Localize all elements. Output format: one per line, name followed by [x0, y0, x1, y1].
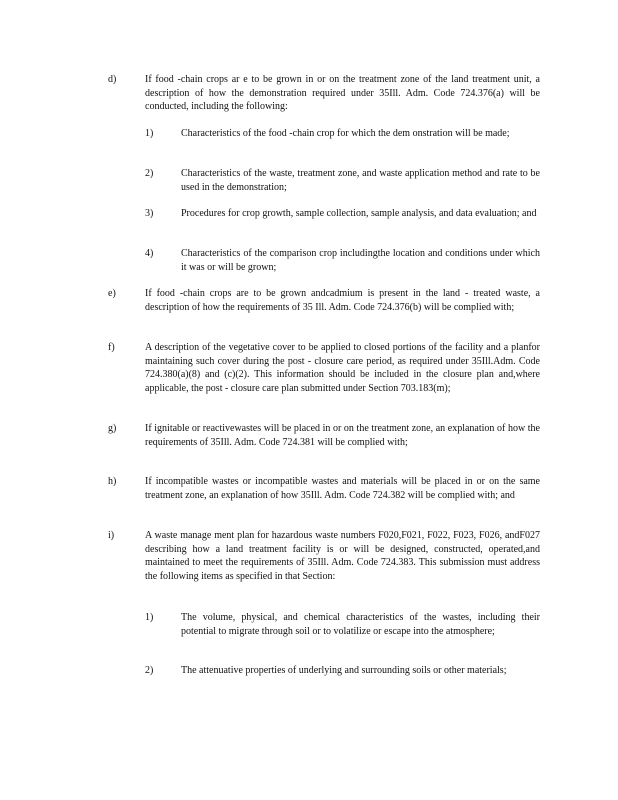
paragraph-text: A waste manage ment plan for hazardous waste numbers F020,F021, F022, F023, F026, andF027 describing how a land treatment facility is or will be designed, constructed, operated,and maintained to meet the requirements of 35Ill. Adm. Code 724.383. This submission must address the following items as specified in that Section:	[145, 530, 540, 582]
paragraph-label: e)	[108, 288, 116, 299]
paragraph-text: If incompatible wastes or incompatible wastes and materials will be placed in or on the same treatment zone, an explanation of how 35Ill. Adm. Code 724.382 will be complied with; and	[145, 476, 540, 501]
paragraph-label: i)	[108, 530, 115, 541]
subparagraph-label: 2)	[145, 665, 154, 676]
paragraph-text: If ignitable or reactivewastes will be placed in or on the treatment zone, an explanation of how the requirements of 35Ill. Adm. Code 724.381 will be complied with;	[145, 423, 540, 448]
subparagraph-text: Characteristics of the food -chain crop for which the dem onstration will be made;	[181, 128, 510, 139]
subparagraph-label: 1)	[145, 128, 154, 139]
subparagraph-label: 2)	[145, 168, 154, 179]
subparagraph-label: 4)	[145, 248, 154, 259]
paragraph-label: g)	[108, 423, 117, 434]
paragraph-text: A description of the vegetative cover to be applied to closed portions of the facility and a planfor maintaining such cover during the post - closure care period, as required under 35Ill.Adm. Code 724.380(a)(8) and (c)(2). This information should be included in the closure plan and,where applicable, the post - closure care plan submitted under Section 703.183(m);	[145, 342, 540, 394]
paragraph-label: f)	[108, 342, 115, 353]
subparagraph-text: The attenuative properties of underlying and surrounding soils or other materials;	[181, 665, 507, 676]
subparagraph-label: 3)	[145, 208, 154, 219]
subparagraph-text: Procedures for crop growth, sample collection, sample analysis, and data evaluation; and	[181, 208, 537, 219]
paragraph-label: d)	[108, 74, 117, 85]
paragraph-label: h)	[108, 476, 117, 487]
subparagraph-label: 1)	[145, 612, 154, 623]
paragraph-text: If food -chain crops ar e to be grown in or on the treatment zone of the land treatment unit, a description of how the demonstration required under 35Ill. Adm. Code 724.376(a) will be conducted, including the following:	[145, 74, 540, 113]
subparagraph-text: The volume, physical, and chemical characteristics of the wastes, including their potential to migrate through soil or to volatilize or escape into the atmosphere;	[181, 612, 540, 637]
subparagraph-text: Characteristics of the waste, treatment zone, and waste application method and rate to be used in the demonstration;	[181, 168, 540, 193]
paragraph-text: If food -chain crops are to be grown andcadmium is present in the land - treated waste, a description of how the requirements of 35 Ill. Adm. Code 724.376(b) will be complied with;	[145, 288, 540, 313]
subparagraph-text: Characteristics of the comparison crop includingthe location and conditions under which it was or will be grown;	[181, 248, 540, 273]
